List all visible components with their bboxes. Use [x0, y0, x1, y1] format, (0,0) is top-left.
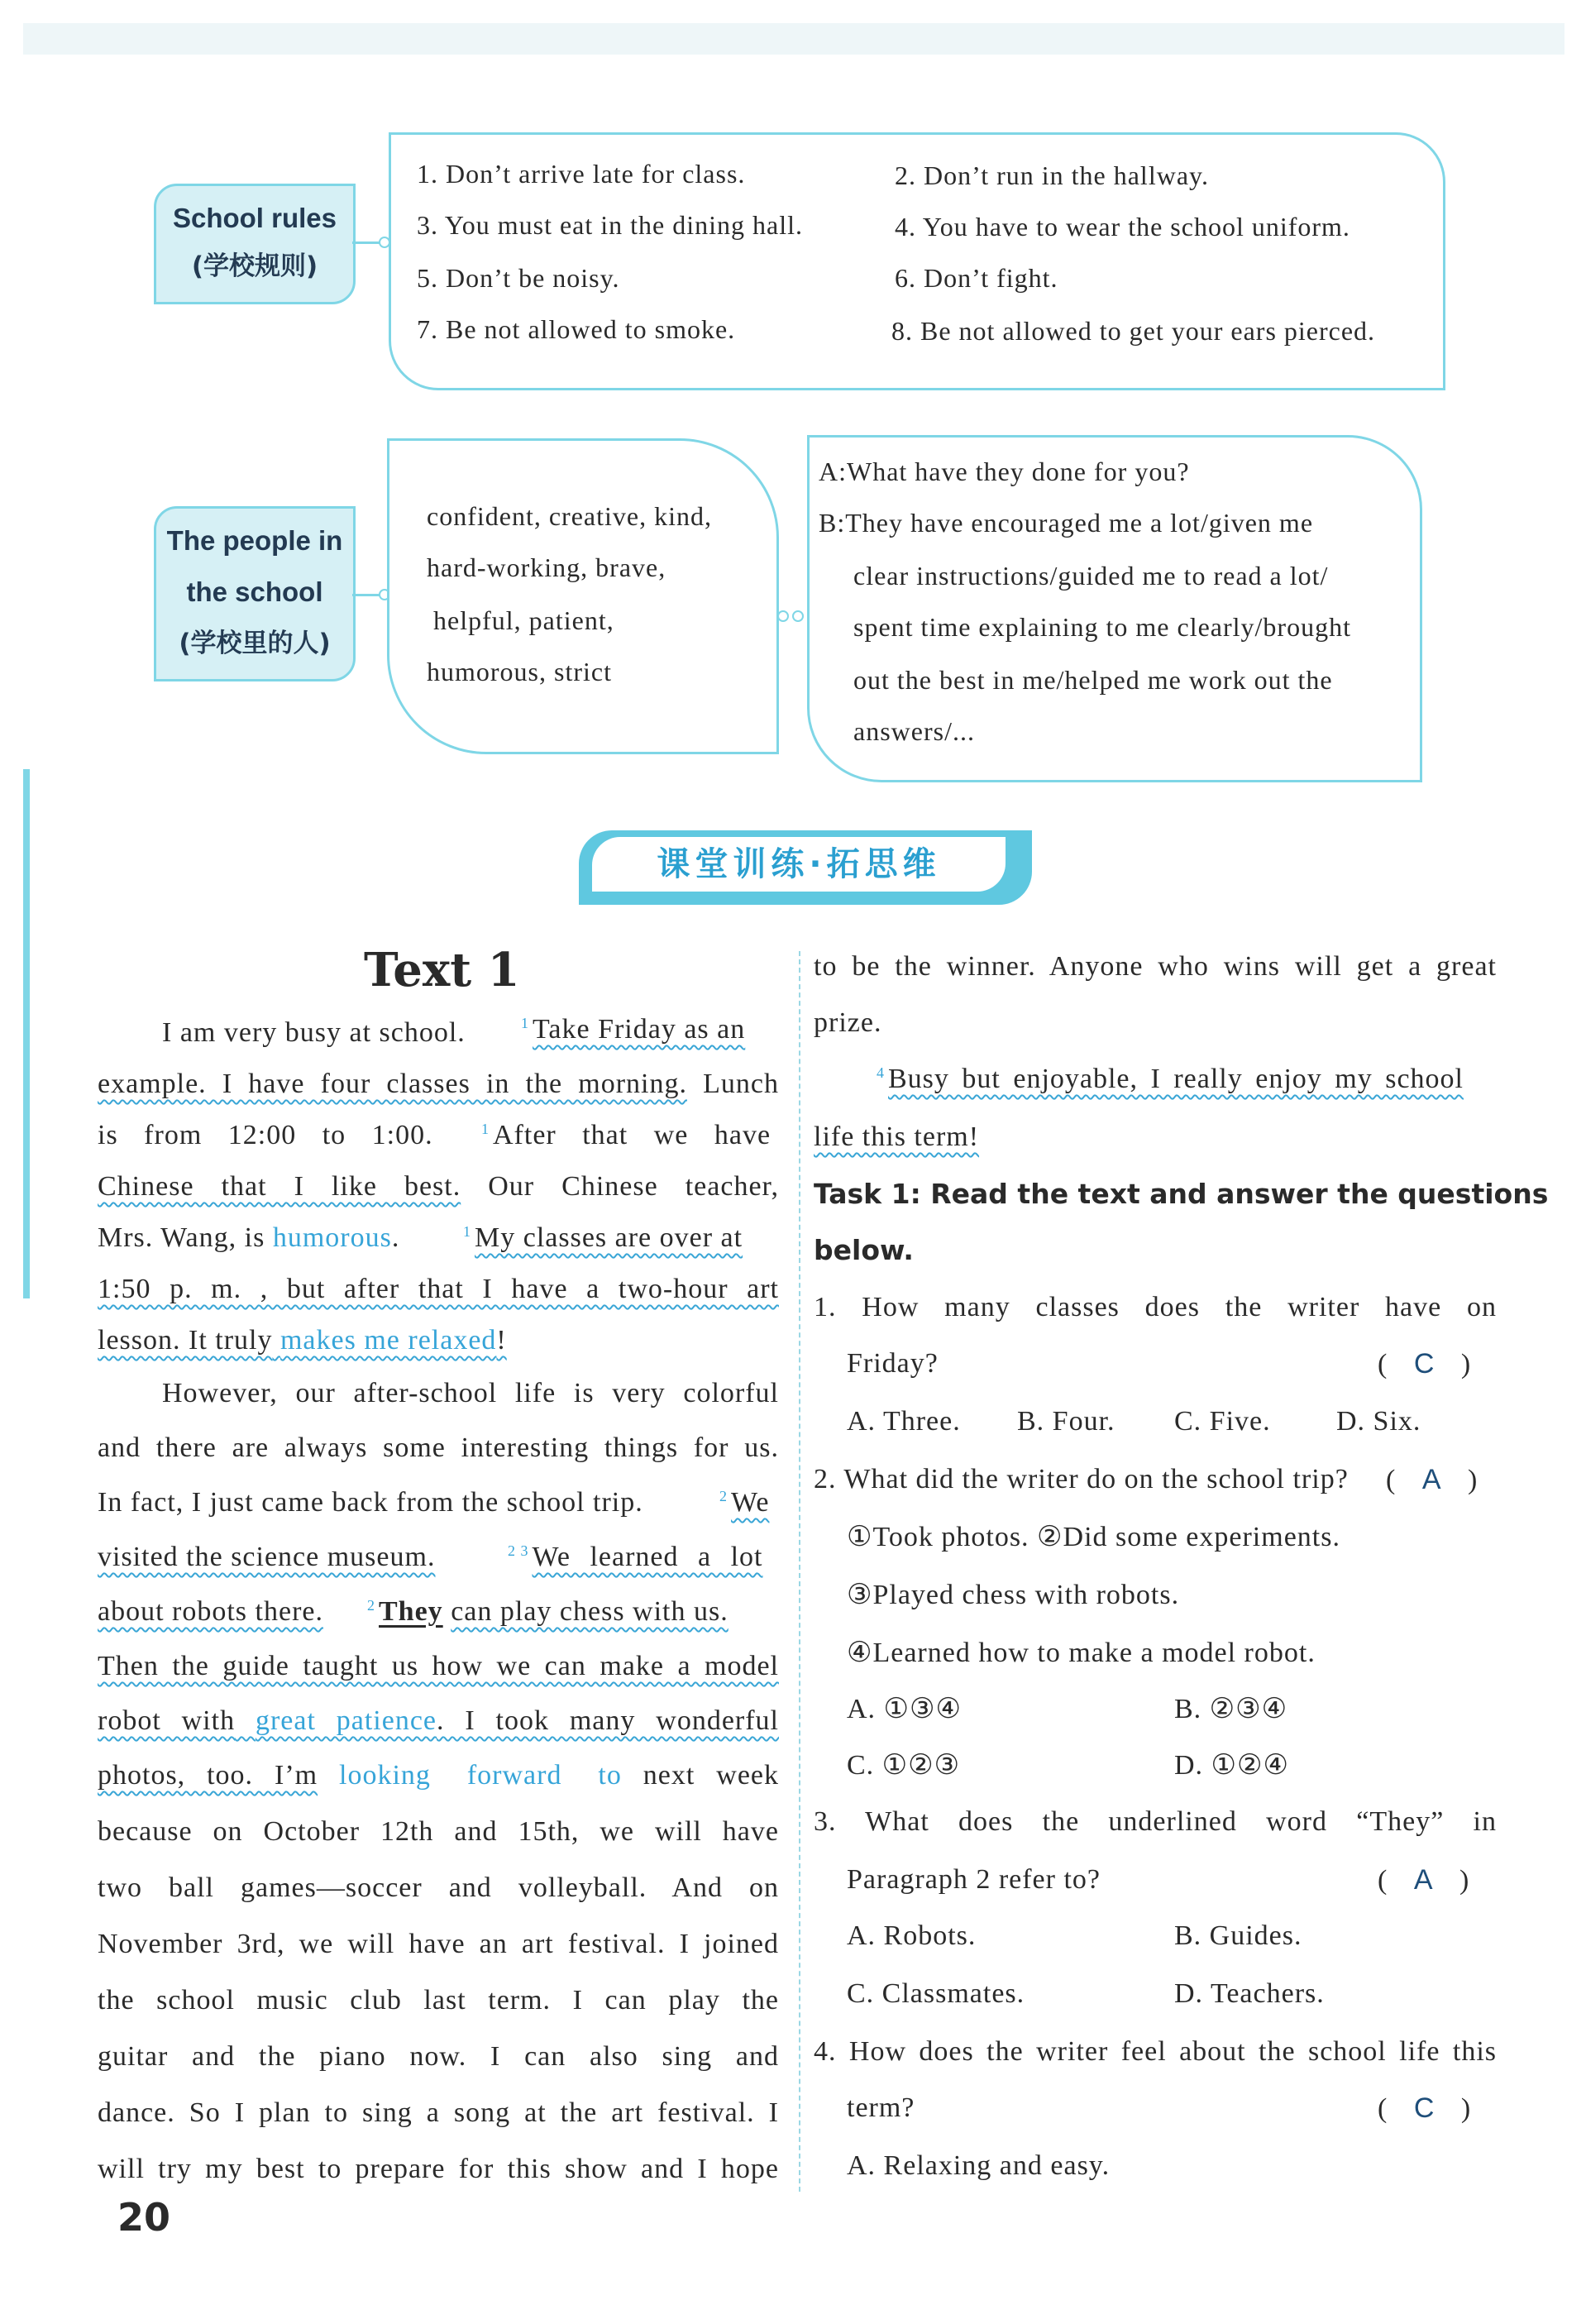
passage-line: However, our after-school life is very colorful	[162, 1378, 779, 1408]
adjectives-line: hard-working, brave,	[427, 552, 666, 582]
passage-line: visited the science museum.	[98, 1542, 436, 1572]
passage-line: Then the guide taught us how we can make a model	[98, 1651, 779, 1681]
rule-7: 7. Be not allowed to smoke.	[417, 314, 736, 344]
people-label: The people in the school (学校里的人)	[154, 506, 356, 681]
section-banner	[579, 830, 1032, 905]
passage-line: lesson. It truly makes me relaxed!	[98, 1325, 507, 1356]
answer-bracket-2: ( A )	[1386, 1464, 1479, 1495]
passage-line: to be the winner. Anyone who wins will get a great	[814, 951, 1497, 982]
task-heading: below.	[814, 1234, 914, 1266]
option: B. Guides.	[1174, 1920, 1302, 1951]
question-1-line2: Friday?	[847, 1348, 939, 1379]
option: A. Relaxing and easy.	[847, 2150, 1111, 2181]
passage-line: because on October 12th and 15th, we will have	[98, 1816, 779, 1847]
passage-line: example. I have four classes in the morning. Lunch	[98, 1069, 779, 1099]
passage-line: Mrs. Wang, is humorous.	[98, 1222, 400, 1253]
question-2-item: ③Played chess with robots.	[847, 1580, 1180, 1610]
option: A. ①③④	[847, 1694, 962, 1724]
rule-4: 4. You have to wear the school uniform.	[895, 212, 1350, 241]
passage-line: $^1$ After that we have	[481, 1120, 772, 1150]
school-rules-label: School rules (学校规则)	[154, 184, 356, 304]
passage-line: I am very busy at school.	[162, 1017, 466, 1048]
connector-dot	[792, 610, 804, 622]
dialogue-b: B:They have encouraged me a lot/given me	[819, 508, 1314, 538]
question-2-item: ④Learned how to make a model robot.	[847, 1638, 1316, 1668]
rule-3: 3. You must eat in the dining hall.	[417, 210, 803, 240]
question-4: 4. How does the writer feel about the school life this	[814, 2036, 1497, 2067]
question-1: 1. How many classes does the writer have on	[814, 1292, 1497, 1322]
answer-2[interactable]: A	[1421, 1464, 1442, 1495]
connector-line	[352, 594, 380, 596]
passage-line: and there are always some interesting things for us.	[98, 1432, 779, 1463]
passage-line: life this term!	[814, 1121, 980, 1152]
question-4-line2: term?	[847, 2092, 915, 2123]
passage-line: $^2$ They can play chess with us.	[367, 1596, 729, 1627]
task-heading: Task 1: Read the text and answer the questions	[814, 1178, 1549, 1210]
dialogue-b: clear instructions/guided me to read a lot/	[853, 561, 1329, 591]
adjectives-box	[387, 438, 779, 754]
rule-6: 6. Don’t fight.	[895, 263, 1058, 293]
rule-1: 1. Don’t arrive late for class.	[417, 159, 746, 189]
dialogue-a: A:What have they done for you?	[819, 457, 1190, 486]
page-number: 20	[117, 2195, 171, 2240]
passage-line: Chinese that I like best. Our Chinese teacher,	[98, 1171, 779, 1202]
passage-line: about robots there.	[98, 1596, 323, 1627]
option: A. Robots.	[847, 1920, 977, 1951]
option: A. Three.	[847, 1406, 961, 1437]
dialogue-b: spent time explaining to me clearly/brought	[853, 612, 1351, 642]
margin-bar	[23, 769, 30, 1298]
passage-line: guitar and the piano now. I can also sing and	[98, 2041, 779, 2072]
adjectives-line: humorous, strict	[427, 657, 612, 686]
passage-line: photos, too. I’m looking forward to next week	[98, 1760, 780, 1791]
question-2-item: ①Took photos. ②Did some experiments.	[847, 1522, 1340, 1552]
passage-line: November 3rd, we will have an art festival. I joined	[98, 1929, 779, 1959]
option: D. ①②④	[1174, 1750, 1289, 1781]
adjectives-line: helpful, patient,	[433, 605, 614, 635]
answer-bracket-4: ( C )	[1378, 2092, 1472, 2124]
top-band	[23, 23, 1565, 55]
dialogue-b: out the best in me/helped me work out the	[853, 665, 1333, 695]
connector-dot	[777, 610, 789, 622]
text-title: Text 1	[364, 943, 520, 997]
answer-bracket-3: ( A )	[1378, 1864, 1470, 1896]
passage-line: $^2$ We	[719, 1487, 770, 1518]
passage-line: $^1$ Take Friday as an	[521, 1014, 746, 1045]
rule-5: 5. Don’t be noisy.	[417, 263, 620, 293]
passage-line: two ball games—soccer and volleyball. And on	[98, 1872, 779, 1903]
passage-line: $^{2 3}$ We learned a lot	[508, 1542, 763, 1572]
passage-line: is from 12:00 to 1:00.	[98, 1120, 433, 1150]
adjectives-line: confident, creative, kind,	[427, 501, 712, 531]
question-3: 3. What does the underlined word “They” in	[814, 1806, 1497, 1837]
passage-line: In fact, I just came back from the school trip.	[98, 1487, 643, 1518]
option: B. ②③④	[1174, 1694, 1288, 1724]
answer-bracket-1: ( C )	[1378, 1348, 1472, 1380]
option: C. Five.	[1174, 1406, 1271, 1437]
passage-line: robot with great patience. I took many wonderful	[98, 1705, 779, 1736]
answer-3[interactable]: A	[1413, 1864, 1434, 1896]
option: D. Teachers.	[1174, 1978, 1325, 2009]
passage-line: $^1$ My classes are over at	[463, 1222, 743, 1253]
passage-line: 1:50 p. m. , but after that I have a two-hour art	[98, 1274, 779, 1304]
dialogue-b: answers/...	[853, 716, 975, 746]
question-2: 2. What did the writer do on the school trip?	[814, 1464, 1349, 1494]
section-banner-title: 课堂训练·拓思维	[592, 837, 1006, 892]
answer-1[interactable]: C	[1413, 1348, 1436, 1380]
passage-line: dance. So I plan to sing a song at the art festival. I	[98, 2097, 779, 2128]
option: D. Six.	[1336, 1406, 1421, 1437]
option: B. Four.	[1017, 1406, 1115, 1437]
option: C. Classmates.	[847, 1978, 1025, 2009]
passage-line: $^4$ Busy but enjoyable, I really enjoy my school	[877, 1064, 1464, 1094]
question-3-line2: Paragraph 2 refer to?	[847, 1864, 1101, 1895]
connector-line	[352, 241, 380, 244]
rule-2: 2. Don’t run in the hallway.	[895, 160, 1209, 190]
passage-line: prize.	[814, 1007, 882, 1038]
rule-8: 8. Be not allowed to get your ears pierced.	[891, 316, 1376, 346]
answer-4[interactable]: C	[1413, 2092, 1436, 2124]
option: C. ①②③	[847, 1750, 961, 1781]
column-divider	[799, 951, 800, 2192]
passage-line: the school music club last term. I can play the	[98, 1985, 779, 2016]
passage-line: will try my best to prepare for this show and I hope	[98, 2154, 779, 2184]
